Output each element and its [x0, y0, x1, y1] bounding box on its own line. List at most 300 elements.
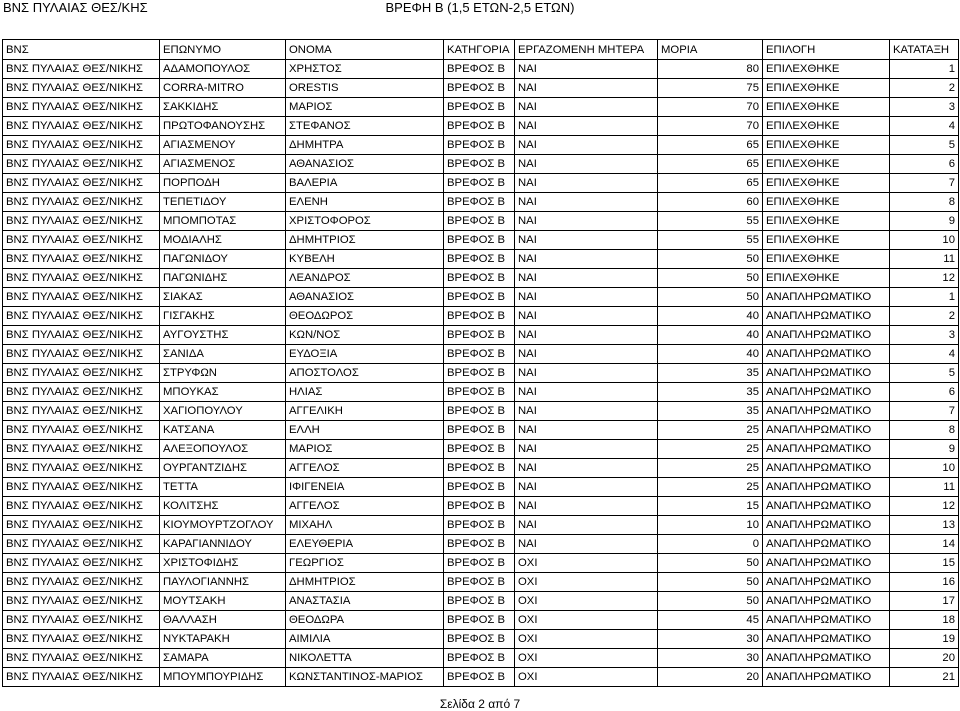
- category-cell: ΒΡΕΦΟΣ Β: [444, 79, 515, 98]
- category-cell: ΒΡΕΦΟΣ Β: [444, 174, 515, 193]
- firstname-cell: ΧΡΗΣΤΟΣ: [286, 60, 444, 79]
- column-header: ΚΑΤΗΓΟΡΙΑ: [444, 40, 515, 60]
- points-cell: 25: [658, 459, 763, 478]
- points-cell: 50: [658, 592, 763, 611]
- firstname-cell: ΕΛΛΗ: [286, 421, 444, 440]
- surname-cell: ΑΔΑΜΟΠΟΥΛΟΣ: [160, 60, 286, 79]
- rank-cell: 12: [890, 269, 959, 288]
- points-cell: 50: [658, 288, 763, 307]
- table-row: [3, 516, 959, 535]
- table-row: [3, 383, 959, 402]
- surname-cell: ΚΙΟΥΜΟΥΡΤΖΟΓΛΟΥ: [160, 516, 286, 535]
- points-cell: 25: [658, 478, 763, 497]
- points-cell: 50: [658, 250, 763, 269]
- table-row: [3, 79, 959, 98]
- selection-cell: ΑΝΑΠΛΗΡΩΜΑΤΙΚΟ: [763, 535, 890, 554]
- working-mother-cell: ΝΑΙ: [515, 364, 658, 383]
- points-cell: 75: [658, 79, 763, 98]
- points-cell: 65: [658, 136, 763, 155]
- working-mother-cell: ΝΑΙ: [515, 345, 658, 364]
- school-cell: ΒΝΣ ΠΥΛΑΙΑΣ ΘΕΣ/ΝΙΚΗΣ: [3, 440, 160, 459]
- school-cell: ΒΝΣ ΠΥΛΑΙΑΣ ΘΕΣ/ΝΙΚΗΣ: [3, 402, 160, 421]
- rank-cell: 21: [890, 668, 959, 687]
- school-cell: ΒΝΣ ΠΥΛΑΙΑΣ ΘΕΣ/ΝΙΚΗΣ: [3, 668, 160, 687]
- rank-cell: 4: [890, 345, 959, 364]
- rank-cell: 4: [890, 117, 959, 136]
- school-cell: ΒΝΣ ΠΥΛΑΙΑΣ ΘΕΣ/ΝΙΚΗΣ: [3, 155, 160, 174]
- selection-cell: ΑΝΑΠΛΗΡΩΜΑΤΙΚΟ: [763, 326, 890, 345]
- firstname-cell: ΑΓΓΕΛΟΣ: [286, 459, 444, 478]
- points-cell: 0: [658, 535, 763, 554]
- table-row: [3, 554, 959, 573]
- working-mother-cell: ΝΑΙ: [515, 117, 658, 136]
- table-row: [3, 459, 959, 478]
- category-cell: ΒΡΕΦΟΣ Β: [444, 155, 515, 174]
- rank-cell: 18: [890, 611, 959, 630]
- school-cell: ΒΝΣ ΠΥΛΑΙΑΣ ΘΕΣ/ΝΙΚΗΣ: [3, 307, 160, 326]
- points-cell: 30: [658, 649, 763, 668]
- surname-cell: ΜΠΟΥΜΠΟΥΡΙΔΗΣ: [160, 668, 286, 687]
- firstname-cell: ORESTIS: [286, 79, 444, 98]
- points-cell: 35: [658, 383, 763, 402]
- school-cell: ΒΝΣ ΠΥΛΑΙΑΣ ΘΕΣ/ΝΙΚΗΣ: [3, 459, 160, 478]
- working-mother-cell: ΝΑΙ: [515, 155, 658, 174]
- surname-cell: ΜΟΥΤΣΑΚΗ: [160, 592, 286, 611]
- rank-cell: 10: [890, 459, 959, 478]
- firstname-cell: ΕΛΕΥΘΕΡΙΑ: [286, 535, 444, 554]
- surname-cell: ΚΑΤΣΑΝΑ: [160, 421, 286, 440]
- school-cell: ΒΝΣ ΠΥΛΑΙΑΣ ΘΕΣ/ΝΙΚΗΣ: [3, 611, 160, 630]
- working-mother-cell: ΝΑΙ: [515, 60, 658, 79]
- surname-cell: ΘΑΛΛΑΣΗ: [160, 611, 286, 630]
- working-mother-cell: ΝΑΙ: [515, 231, 658, 250]
- school-cell: ΒΝΣ ΠΥΛΑΙΑΣ ΘΕΣ/ΝΙΚΗΣ: [3, 573, 160, 592]
- school-cell: ΒΝΣ ΠΥΛΑΙΑΣ ΘΕΣ/ΝΙΚΗΣ: [3, 98, 160, 117]
- category-cell: ΒΡΕΦΟΣ Β: [444, 497, 515, 516]
- surname-cell: ΣΑΜΑΡΑ: [160, 649, 286, 668]
- selection-cell: ΕΠΙΛΕΧΘΗΚΕ: [763, 155, 890, 174]
- rank-cell: 14: [890, 535, 959, 554]
- selection-cell: ΕΠΙΛΕΧΘΗΚΕ: [763, 231, 890, 250]
- selection-cell: ΕΠΙΛΕΧΘΗΚΕ: [763, 174, 890, 193]
- rank-cell: 3: [890, 326, 959, 345]
- working-mother-cell: ΝΑΙ: [515, 421, 658, 440]
- page-number: Σελίδα 2 από 7: [439, 697, 521, 711]
- page-header: [0, 0, 960, 20]
- firstname-cell: ΑΓΓΕΛΙΚΗ: [286, 402, 444, 421]
- category-cell: ΒΡΕΦΟΣ Β: [444, 516, 515, 535]
- surname-cell: ΝΥΚΤΑΡΑΚΗ: [160, 630, 286, 649]
- header-section-title: ΒΡΕΦΗ Β (1,5 ΕΤΩΝ-2,5 ΕΤΩΝ): [385, 0, 575, 15]
- category-cell: ΒΡΕΦΟΣ Β: [444, 98, 515, 117]
- selection-cell: ΕΠΙΛΕΧΘΗΚΕ: [763, 250, 890, 269]
- header-school: ΒΝΣ ΠΥΛΑΙΑΣ ΘΕΣ/ΚΗΣ: [3, 0, 148, 15]
- column-header: ΕΠΩΝΥΜΟ: [160, 40, 286, 60]
- surname-cell: ΓΙΣΓΑΚΗΣ: [160, 307, 286, 326]
- column-header: ΚΑΤΑΤΑΞΗ: [890, 40, 959, 60]
- working-mother-cell: ΝΑΙ: [515, 174, 658, 193]
- firstname-cell: ΜΑΡΙΟΣ: [286, 98, 444, 117]
- school-cell: ΒΝΣ ΠΥΛΑΙΑΣ ΘΕΣ/ΝΙΚΗΣ: [3, 592, 160, 611]
- firstname-cell: ΑΠΟΣΤΟΛΟΣ: [286, 364, 444, 383]
- working-mother-cell: ΝΑΙ: [515, 478, 658, 497]
- selection-cell: ΑΝΑΠΛΗΡΩΜΑΤΙΚΟ: [763, 345, 890, 364]
- rank-cell: 20: [890, 649, 959, 668]
- selection-cell: ΑΝΑΠΛΗΡΩΜΑΤΙΚΟ: [763, 592, 890, 611]
- school-cell: ΒΝΣ ΠΥΛΑΙΑΣ ΘΕΣ/ΝΙΚΗΣ: [3, 649, 160, 668]
- school-cell: ΒΝΣ ΠΥΛΑΙΑΣ ΘΕΣ/ΝΙΚΗΣ: [3, 554, 160, 573]
- table-header-row: [3, 40, 959, 60]
- surname-cell: ΣΑΝΙΔΑ: [160, 345, 286, 364]
- category-cell: ΒΡΕΦΟΣ Β: [444, 60, 515, 79]
- selection-cell: ΑΝΑΠΛΗΡΩΜΑΤΙΚΟ: [763, 516, 890, 535]
- firstname-cell: ΑΙΜΙΛΙΑ: [286, 630, 444, 649]
- selection-cell: ΑΝΑΠΛΗΡΩΜΑΤΙΚΟ: [763, 611, 890, 630]
- category-cell: ΒΡΕΦΟΣ Β: [444, 668, 515, 687]
- surname-cell: ΜΟΔΙΑΛΗΣ: [160, 231, 286, 250]
- working-mother-cell: ΝΑΙ: [515, 288, 658, 307]
- points-cell: 50: [658, 573, 763, 592]
- points-cell: 40: [658, 345, 763, 364]
- working-mother-cell: ΝΑΙ: [515, 459, 658, 478]
- school-cell: ΒΝΣ ΠΥΛΑΙΑΣ ΘΕΣ/ΝΙΚΗΣ: [3, 421, 160, 440]
- selection-cell: ΕΠΙΛΕΧΘΗΚΕ: [763, 212, 890, 231]
- firstname-cell: ΑΓΓΕΛΟΣ: [286, 497, 444, 516]
- column-header: ΒΝΣ: [3, 40, 160, 60]
- rank-cell: 11: [890, 478, 959, 497]
- category-cell: ΒΡΕΦΟΣ Β: [444, 459, 515, 478]
- surname-cell: CORRA-MITRO: [160, 79, 286, 98]
- rank-cell: 6: [890, 155, 959, 174]
- category-cell: ΒΡΕΦΟΣ Β: [444, 307, 515, 326]
- firstname-cell: ΔΗΜΗΤΡΙΟΣ: [286, 231, 444, 250]
- firstname-cell: ΒΑΛΕΡΙΑ: [286, 174, 444, 193]
- table-row: [3, 288, 959, 307]
- firstname-cell: ΕΛΕΝΗ: [286, 193, 444, 212]
- points-cell: 45: [658, 611, 763, 630]
- category-cell: ΒΡΕΦΟΣ Β: [444, 421, 515, 440]
- working-mother-cell: ΟΧΙ: [515, 630, 658, 649]
- points-cell: 35: [658, 402, 763, 421]
- table-row: [3, 326, 959, 345]
- table-row: [3, 421, 959, 440]
- working-mother-cell: ΝΑΙ: [515, 307, 658, 326]
- firstname-cell: ΝΙΚΟΛΕΤΤΑ: [286, 649, 444, 668]
- selection-cell: ΑΝΑΠΛΗΡΩΜΑΤΙΚΟ: [763, 364, 890, 383]
- surname-cell: ΠΟΡΠΟΔΗ: [160, 174, 286, 193]
- points-cell: 10: [658, 516, 763, 535]
- firstname-cell: ΘΕΟΔΩΡΟΣ: [286, 307, 444, 326]
- table-row: [3, 250, 959, 269]
- school-cell: ΒΝΣ ΠΥΛΑΙΑΣ ΘΕΣ/ΝΙΚΗΣ: [3, 174, 160, 193]
- school-cell: ΒΝΣ ΠΥΛΑΙΑΣ ΘΕΣ/ΝΙΚΗΣ: [3, 250, 160, 269]
- points-cell: 15: [658, 497, 763, 516]
- school-cell: ΒΝΣ ΠΥΛΑΙΑΣ ΘΕΣ/ΝΙΚΗΣ: [3, 79, 160, 98]
- category-cell: ΒΡΕΦΟΣ Β: [444, 383, 515, 402]
- table-row: [3, 649, 959, 668]
- school-cell: ΒΝΣ ΠΥΛΑΙΑΣ ΘΕΣ/ΝΙΚΗΣ: [3, 497, 160, 516]
- surname-cell: ΠΑΓΩΝΙΔΗΣ: [160, 269, 286, 288]
- table-row: [3, 364, 959, 383]
- school-cell: ΒΝΣ ΠΥΛΑΙΑΣ ΘΕΣ/ΝΙΚΗΣ: [3, 535, 160, 554]
- rank-cell: 5: [890, 364, 959, 383]
- table-row: [3, 117, 959, 136]
- surname-cell: ΑΥΓΟΥΣΤΗΣ: [160, 326, 286, 345]
- category-cell: ΒΡΕΦΟΣ Β: [444, 592, 515, 611]
- firstname-cell: ΑΝΑΣΤΑΣΙΑ: [286, 592, 444, 611]
- points-cell: 70: [658, 117, 763, 136]
- table-row: [3, 269, 959, 288]
- surname-cell: ΑΛΕΞΟΠΟΥΛΟΣ: [160, 440, 286, 459]
- rank-cell: 2: [890, 307, 959, 326]
- table-row: [3, 478, 959, 497]
- working-mother-cell: ΝΑΙ: [515, 79, 658, 98]
- table-row: [3, 345, 959, 364]
- column-header: ΕΠΙΛΟΓΗ: [763, 40, 890, 60]
- points-cell: 80: [658, 60, 763, 79]
- working-mother-cell: ΝΑΙ: [515, 326, 658, 345]
- school-cell: ΒΝΣ ΠΥΛΑΙΑΣ ΘΕΣ/ΝΙΚΗΣ: [3, 516, 160, 535]
- firstname-cell: ΚΩΝΣΤΑΝΤΙΝΟΣ-ΜΑΡΙΟΣ: [286, 668, 444, 687]
- working-mother-cell: ΟΧΙ: [515, 649, 658, 668]
- points-cell: 70: [658, 98, 763, 117]
- working-mother-cell: ΟΧΙ: [515, 668, 658, 687]
- table-row: [3, 630, 959, 649]
- points-cell: 20: [658, 668, 763, 687]
- rank-cell: 8: [890, 193, 959, 212]
- school-cell: ΒΝΣ ΠΥΛΑΙΑΣ ΘΕΣ/ΝΙΚΗΣ: [3, 212, 160, 231]
- category-cell: ΒΡΕΦΟΣ Β: [444, 250, 515, 269]
- working-mother-cell: ΟΧΙ: [515, 592, 658, 611]
- firstname-cell: ΜΑΡΙΟΣ: [286, 440, 444, 459]
- surname-cell: ΣΙΑΚΑΣ: [160, 288, 286, 307]
- firstname-cell: ΕΥΔΟΞΙΑ: [286, 345, 444, 364]
- table-row: [3, 592, 959, 611]
- selection-cell: ΑΝΑΠΛΗΡΩΜΑΤΙΚΟ: [763, 478, 890, 497]
- firstname-cell: ΜΙΧΑΗΛ: [286, 516, 444, 535]
- category-cell: ΒΡΕΦΟΣ Β: [444, 364, 515, 383]
- category-cell: ΒΡΕΦΟΣ Β: [444, 288, 515, 307]
- table-row: [3, 611, 959, 630]
- selection-cell: ΑΝΑΠΛΗΡΩΜΑΤΙΚΟ: [763, 383, 890, 402]
- firstname-cell: ΛΕΑΝΔΡΟΣ: [286, 269, 444, 288]
- surname-cell: ΣΤΡΥΦΩΝ: [160, 364, 286, 383]
- table-row: [3, 307, 959, 326]
- selection-cell: ΕΠΙΛΕΧΘΗΚΕ: [763, 193, 890, 212]
- rank-cell: 2: [890, 79, 959, 98]
- category-cell: ΒΡΕΦΟΣ Β: [444, 345, 515, 364]
- firstname-cell: ΚΥΒΕΛΗ: [286, 250, 444, 269]
- selection-cell: ΕΠΙΛΕΧΘΗΚΕ: [763, 60, 890, 79]
- school-cell: ΒΝΣ ΠΥΛΑΙΑΣ ΘΕΣ/ΝΙΚΗΣ: [3, 117, 160, 136]
- surname-cell: ΠΑΓΩΝΙΔΟΥ: [160, 250, 286, 269]
- rank-cell: 13: [890, 516, 959, 535]
- firstname-cell: ΔΗΜΗΤΡΑ: [286, 136, 444, 155]
- rank-cell: 5: [890, 136, 959, 155]
- selection-cell: ΑΝΑΠΛΗΡΩΜΑΤΙΚΟ: [763, 402, 890, 421]
- selection-cell: ΕΠΙΛΕΧΘΗΚΕ: [763, 79, 890, 98]
- points-cell: 50: [658, 554, 763, 573]
- surname-cell: ΑΓΙΑΣΜΕΝΟΣ: [160, 155, 286, 174]
- points-cell: 50: [658, 269, 763, 288]
- working-mother-cell: ΝΑΙ: [515, 402, 658, 421]
- column-header: ΟΝΟΜΑ: [286, 40, 444, 60]
- rank-cell: 1: [890, 60, 959, 79]
- category-cell: ΒΡΕΦΟΣ Β: [444, 535, 515, 554]
- firstname-cell: ΑΘΑΝΑΣΙΟΣ: [286, 155, 444, 174]
- table-row: [3, 174, 959, 193]
- points-cell: 60: [658, 193, 763, 212]
- table-row: [3, 60, 959, 79]
- surname-cell: ΣΑΚΚΙΔΗΣ: [160, 98, 286, 117]
- column-header: ΕΡΓΑΖΟΜΕΝΗ ΜΗΤΕΡΑ: [515, 40, 658, 60]
- firstname-cell: ΚΩΝ/ΝΟΣ: [286, 326, 444, 345]
- working-mother-cell: ΝΑΙ: [515, 269, 658, 288]
- rank-cell: 10: [890, 231, 959, 250]
- surname-cell: ΜΠΟΜΠΟΤΑΣ: [160, 212, 286, 231]
- table-row: [3, 212, 959, 231]
- points-cell: 30: [658, 630, 763, 649]
- category-cell: ΒΡΕΦΟΣ Β: [444, 117, 515, 136]
- working-mother-cell: ΝΑΙ: [515, 136, 658, 155]
- school-cell: ΒΝΣ ΠΥΛΑΙΑΣ ΘΕΣ/ΝΙΚΗΣ: [3, 478, 160, 497]
- table-row: [3, 193, 959, 212]
- working-mother-cell: ΝΑΙ: [515, 383, 658, 402]
- surname-cell: ΤΕΤΤΑ: [160, 478, 286, 497]
- category-cell: ΒΡΕΦΟΣ Β: [444, 573, 515, 592]
- category-cell: ΒΡΕΦΟΣ Β: [444, 326, 515, 345]
- rank-cell: 17: [890, 592, 959, 611]
- rank-cell: 3: [890, 98, 959, 117]
- firstname-cell: ΑΘΑΝΑΣΙΟΣ: [286, 288, 444, 307]
- selection-cell: ΑΝΑΠΛΗΡΩΜΑΤΙΚΟ: [763, 554, 890, 573]
- school-cell: ΒΝΣ ΠΥΛΑΙΑΣ ΘΕΣ/ΝΙΚΗΣ: [3, 326, 160, 345]
- rank-cell: 15: [890, 554, 959, 573]
- working-mother-cell: ΝΑΙ: [515, 98, 658, 117]
- category-cell: ΒΡΕΦΟΣ Β: [444, 611, 515, 630]
- category-cell: ΒΡΕΦΟΣ Β: [444, 136, 515, 155]
- firstname-cell: ΣΤΕΦΑΝΟΣ: [286, 117, 444, 136]
- selection-cell: ΑΝΑΠΛΗΡΩΜΑΤΙΚΟ: [763, 630, 890, 649]
- selection-cell: ΑΝΑΠΛΗΡΩΜΑΤΙΚΟ: [763, 459, 890, 478]
- category-cell: ΒΡΕΦΟΣ Β: [444, 554, 515, 573]
- school-cell: ΒΝΣ ΠΥΛΑΙΑΣ ΘΕΣ/ΝΙΚΗΣ: [3, 269, 160, 288]
- working-mother-cell: ΟΧΙ: [515, 554, 658, 573]
- selection-cell: ΑΝΑΠΛΗΡΩΜΑΤΙΚΟ: [763, 421, 890, 440]
- selection-cell: ΑΝΑΠΛΗΡΩΜΑΤΙΚΟ: [763, 497, 890, 516]
- selection-cell: ΑΝΑΠΛΗΡΩΜΑΤΙΚΟ: [763, 440, 890, 459]
- table-row: [3, 402, 959, 421]
- table-row: [3, 573, 959, 592]
- surname-cell: ΠΑΥΛΟΓΙΑΝΝΗΣ: [160, 573, 286, 592]
- surname-cell: ΟΥΡΓΑΝΤΖΙΔΗΣ: [160, 459, 286, 478]
- category-cell: ΒΡΕΦΟΣ Β: [444, 649, 515, 668]
- working-mother-cell: ΝΑΙ: [515, 440, 658, 459]
- selection-cell: ΑΝΑΠΛΗΡΩΜΑΤΙΚΟ: [763, 668, 890, 687]
- points-cell: 55: [658, 212, 763, 231]
- table-row: [3, 668, 959, 687]
- school-cell: ΒΝΣ ΠΥΛΑΙΑΣ ΘΕΣ/ΝΙΚΗΣ: [3, 136, 160, 155]
- points-cell: 55: [658, 231, 763, 250]
- category-cell: ΒΡΕΦΟΣ Β: [444, 212, 515, 231]
- rank-cell: 9: [890, 440, 959, 459]
- points-cell: 40: [658, 326, 763, 345]
- surname-cell: ΚΑΡΑΓΙΑΝΝΙΔΟΥ: [160, 535, 286, 554]
- firstname-cell: ΘΕΟΔΩΡΑ: [286, 611, 444, 630]
- table-row: [3, 136, 959, 155]
- firstname-cell: ΙΦΙΓΕΝΕΙΑ: [286, 478, 444, 497]
- school-cell: ΒΝΣ ΠΥΛΑΙΑΣ ΘΕΣ/ΝΙΚΗΣ: [3, 630, 160, 649]
- category-cell: ΒΡΕΦΟΣ Β: [444, 231, 515, 250]
- working-mother-cell: ΝΑΙ: [515, 193, 658, 212]
- category-cell: ΒΡΕΦΟΣ Β: [444, 269, 515, 288]
- table-row: [3, 98, 959, 117]
- surname-cell: ΚΟΛΙΤΣΗΣ: [160, 497, 286, 516]
- surname-cell: ΧΑΓΙΟΠΟΥΛΟΥ: [160, 402, 286, 421]
- table-row: [3, 155, 959, 174]
- selection-cell: ΑΝΑΠΛΗΡΩΜΑΤΙΚΟ: [763, 288, 890, 307]
- table-row: [3, 231, 959, 250]
- rank-cell: 7: [890, 174, 959, 193]
- table-row: [3, 535, 959, 554]
- category-cell: ΒΡΕΦΟΣ Β: [444, 402, 515, 421]
- category-cell: ΒΡΕΦΟΣ Β: [444, 440, 515, 459]
- working-mother-cell: ΝΑΙ: [515, 497, 658, 516]
- firstname-cell: ΔΗΜΗΤΡΙΟΣ: [286, 573, 444, 592]
- surname-cell: ΤΕΠΕΤΙΔΟΥ: [160, 193, 286, 212]
- rank-cell: 11: [890, 250, 959, 269]
- school-cell: ΒΝΣ ΠΥΛΑΙΑΣ ΘΕΣ/ΝΙΚΗΣ: [3, 345, 160, 364]
- surname-cell: ΧΡΙΣΤΟΦΙΔΗΣ: [160, 554, 286, 573]
- selection-cell: ΕΠΙΛΕΧΘΗΚΕ: [763, 269, 890, 288]
- firstname-cell: ΓΕΩΡΓΙΟΣ: [286, 554, 444, 573]
- column-header: ΜΟΡΙΑ: [658, 40, 763, 60]
- working-mother-cell: ΟΧΙ: [515, 573, 658, 592]
- points-cell: 35: [658, 364, 763, 383]
- rank-cell: 6: [890, 383, 959, 402]
- category-cell: ΒΡΕΦΟΣ Β: [444, 193, 515, 212]
- working-mother-cell: ΝΑΙ: [515, 250, 658, 269]
- school-cell: ΒΝΣ ΠΥΛΑΙΑΣ ΘΕΣ/ΝΙΚΗΣ: [3, 231, 160, 250]
- points-cell: 65: [658, 155, 763, 174]
- selection-cell: ΑΝΑΠΛΗΡΩΜΑΤΙΚΟ: [763, 573, 890, 592]
- table-row: [3, 440, 959, 459]
- surname-cell: ΑΓΙΑΣΜΕΝΟΥ: [160, 136, 286, 155]
- table-row: [3, 497, 959, 516]
- category-cell: ΒΡΕΦΟΣ Β: [444, 630, 515, 649]
- school-cell: ΒΝΣ ΠΥΛΑΙΑΣ ΘΕΣ/ΝΙΚΗΣ: [3, 288, 160, 307]
- points-cell: 25: [658, 421, 763, 440]
- selection-cell: ΑΝΑΠΛΗΡΩΜΑΤΙΚΟ: [763, 307, 890, 326]
- surname-cell: ΜΠΟΥΚΑΣ: [160, 383, 286, 402]
- table-body: [3, 60, 959, 687]
- school-cell: ΒΝΣ ΠΥΛΑΙΑΣ ΘΕΣ/ΝΙΚΗΣ: [3, 193, 160, 212]
- working-mother-cell: ΝΑΙ: [515, 212, 658, 231]
- school-cell: ΒΝΣ ΠΥΛΑΙΑΣ ΘΕΣ/ΝΙΚΗΣ: [3, 364, 160, 383]
- selection-cell: ΕΠΙΛΕΧΘΗΚΕ: [763, 136, 890, 155]
- points-cell: 65: [658, 174, 763, 193]
- selection-cell: ΕΠΙΛΕΧΘΗΚΕ: [763, 98, 890, 117]
- enrollment-table: [2, 39, 959, 687]
- selection-cell: ΑΝΑΠΛΗΡΩΜΑΤΙΚΟ: [763, 649, 890, 668]
- points-cell: 25: [658, 440, 763, 459]
- points-cell: 40: [658, 307, 763, 326]
- rank-cell: 9: [890, 212, 959, 231]
- rank-cell: 7: [890, 402, 959, 421]
- rank-cell: 8: [890, 421, 959, 440]
- school-cell: ΒΝΣ ΠΥΛΑΙΑΣ ΘΕΣ/ΝΙΚΗΣ: [3, 60, 160, 79]
- firstname-cell: ΧΡΙΣΤΟΦΟΡΟΣ: [286, 212, 444, 231]
